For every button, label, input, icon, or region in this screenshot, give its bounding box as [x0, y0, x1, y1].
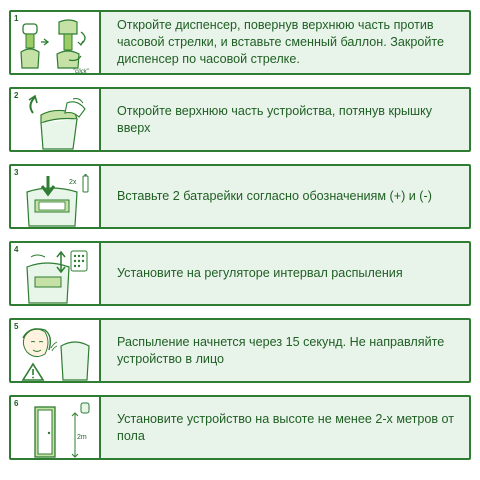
step-4-text: Установите на регуляторе интервал распыления [117, 266, 403, 280]
step-1-text: Откройте диспенсер, повернув верхнюю часть против часовой стрелки, и вставьте сменный баллон. Закройте диспенсер по часовой стрелке. [117, 18, 445, 66]
step-3-illustration [11, 166, 101, 227]
step-2 [9, 87, 471, 152]
step-3-text: Вставьте 2 батарейки согласно обозначениям (+) и (-) [117, 189, 432, 203]
step-number: 4 [14, 245, 19, 254]
step-4 [9, 241, 471, 306]
step-number: 5 [14, 322, 19, 331]
insert-battery-icon [11, 166, 99, 227]
step-1-illustration [11, 12, 101, 73]
step-2-illustration [11, 89, 101, 150]
step-6-text: Установите устройство на высоте не менее 2-х метров от пола [117, 411, 455, 443]
step-2-text: Откройте верхнюю часть устройства, потянув крышку вверх [117, 103, 433, 135]
step-number: 6 [14, 399, 19, 408]
interval-regulator-icon [11, 243, 99, 304]
mounting-height-icon [11, 397, 99, 458]
dispenser-refill-icon [11, 12, 99, 73]
step-6-illustration [11, 397, 101, 458]
face-warning-icon [11, 320, 99, 381]
step-number: 3 [14, 168, 19, 177]
step-4-illustration [11, 243, 101, 304]
battery-count-label: 2x [69, 179, 77, 186]
step-5 [9, 318, 471, 383]
step-number: 2 [14, 91, 19, 100]
step-5-illustration [11, 320, 101, 381]
step-number: 1 [14, 14, 19, 23]
step-1 [9, 10, 471, 75]
step-6 [9, 395, 471, 460]
height-label: 2m [77, 434, 87, 441]
step-3 [9, 164, 471, 229]
click-label: "click" [73, 69, 89, 75]
step-5-text: Распыление начнется через 15 секунд. Не направляйте устройство в лицо [117, 334, 445, 366]
open-lid-icon [11, 89, 99, 150]
